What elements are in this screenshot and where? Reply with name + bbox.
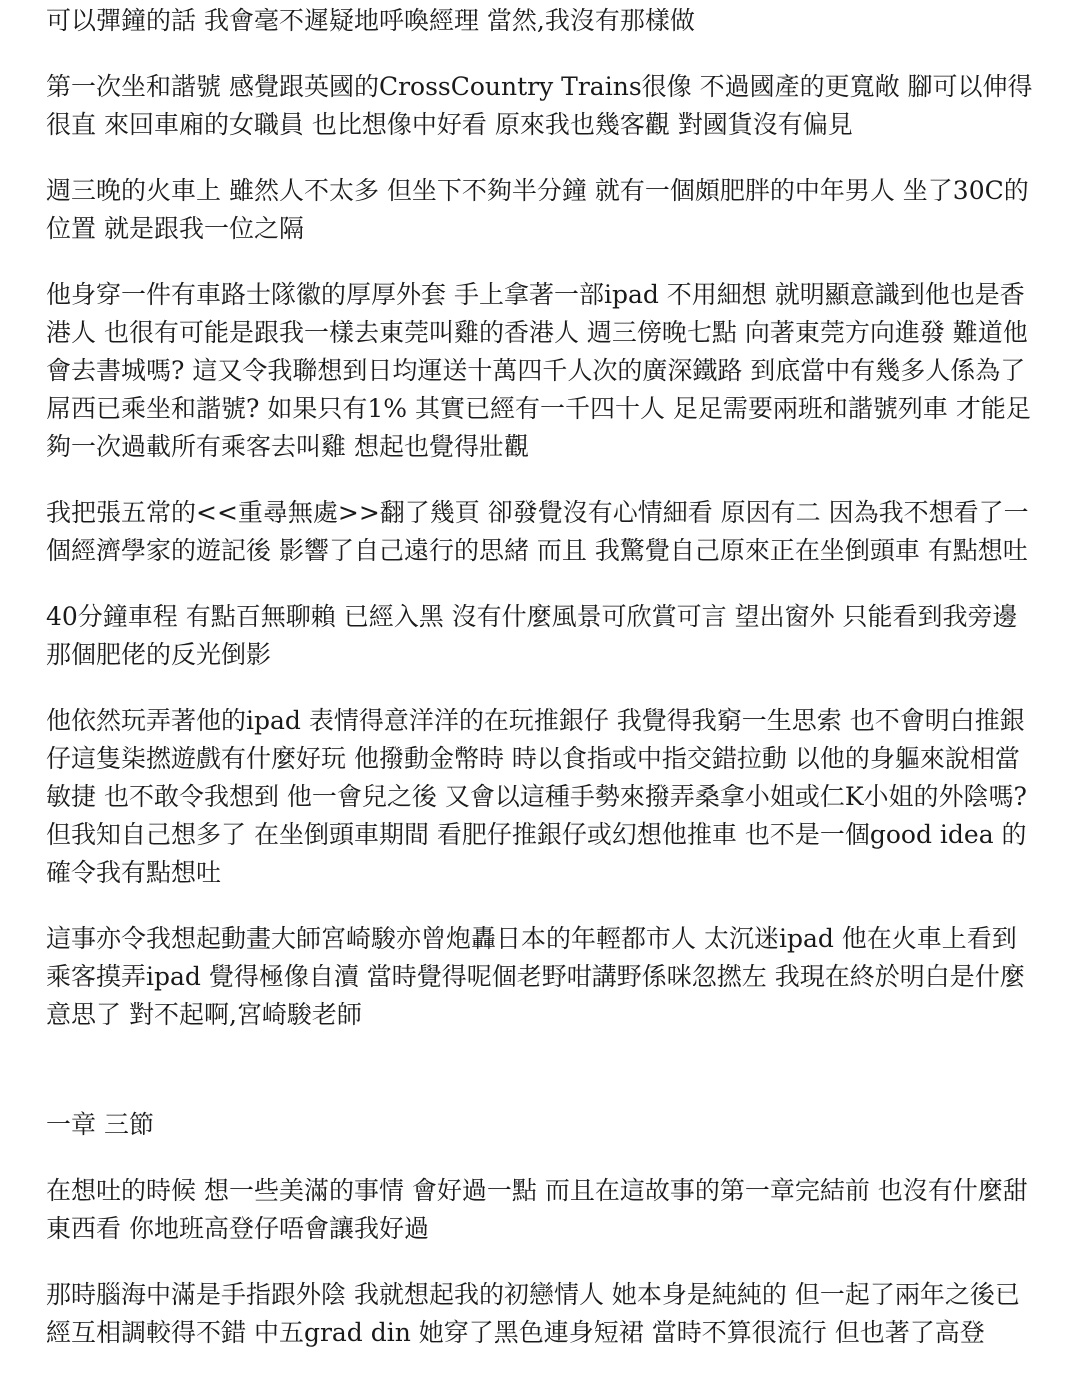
paragraph: 這事亦令我想起動畫大師宮崎駿亦曾炮轟日本的年輕都市人 太沉迷ipad 他在火車上看到乘客摸弄ipad 覺得極像自瀆 當時覺得呢個老野咁講野係咪忽撚左 我現在終於明白是什麼意思了 對不起啊,宮崎駿老師 [46, 924, 1025, 1029]
section-spacer [46, 1062, 1038, 1106]
paragraph: 在想吐的時候 想一些美滿的事情 會好過一點 而且在這故事的第一章完結前 也沒有什麼甜東西看 你地班高登仔唔會讓我好過 [46, 1176, 1028, 1243]
paragraph: 40分鐘車程 有點百無聊賴 已經入黑 沒有什麼風景可欣賞可言 望出窗外 只能看到我旁邊那個肥佬的反光倒影 [46, 602, 1018, 669]
paragraph: 我把張五常的<<重尋無處>>翻了幾頁 卻發覺沒有心情細看 原因有二 因為我不想看了一個經濟學家的遊記後 影響了自己遠行的思緒 而且 我驚覺自己原來正在坐倒頭車 有點想吐 [46, 498, 1029, 565]
paragraph: 他身穿一件有車路士隊徽的厚厚外套 手上拿著一部ipad 不用細想 就明顯意識到他也是香港人 也很有可能是跟我一樣去東莞叫雞的香港人 週三傍晚七點 向著東莞方向進發 難道他會去書城嗎? 這又令我聯想到日均運送十萬四千人次的廣深鐵路 到底當中有幾多人係為了屌西已乘坐和諧號? 如果只有1% 其實已經有一千四十人 足足需要兩班和諧號列車 才能足夠一次過載所有乘客去叫雞 想起也覺得壯觀 [46, 280, 1031, 461]
paragraph: 可以彈鐘的話 我會毫不遲疑地呼喚經理 當然,我沒有那樣做 [46, 6, 695, 35]
paragraph: 那時腦海中滿是手指跟外陰 我就想起我的初戀情人 她本身是純純的 但一起了兩年之後已經互相調較得不錯 中五grad din 她穿了黑色連身短裙 當時不算很流行 但也著了高登 [46, 1280, 1020, 1347]
section-heading: 一章 三節 [46, 1110, 154, 1139]
article-body [46, 2, 1038, 1380]
paragraph: 第一次坐和諧號 感覺跟英國的CrossCountry Trains很像 不過國產的更寬敞 腳可以伸得很直 來回車廂的女職員 也比想像中好看 原來我也幾客觀 對國貨沒有偏見 [46, 72, 1033, 139]
paragraph: 週三晚的火車上 雖然人不太多 但坐下不夠半分鐘 就有一個頗肥胖的中年男人 坐了30C的位置 就是跟我一位之隔 [46, 176, 1029, 243]
paragraph: 他依然玩弄著他的ipad 表情得意洋洋的在玩推銀仔 我覺得我窮一生思索 也不會明白推銀仔這隻柒撚遊戲有什麼好玩 他撥動金幣時 時以食指或中指交錯拉動 以他的身軀來說相當敏捷 也不敢令我想到 他一會兒之後 又會以這種手勢來撥弄桑拿小姐或仁K小姐的外陰嗎? 但我知自己想多了 在坐倒頭車期間 看肥仔推銀仔或幻想他推車 也不是一個good idea 的確令我有點想吐 [46, 706, 1027, 887]
